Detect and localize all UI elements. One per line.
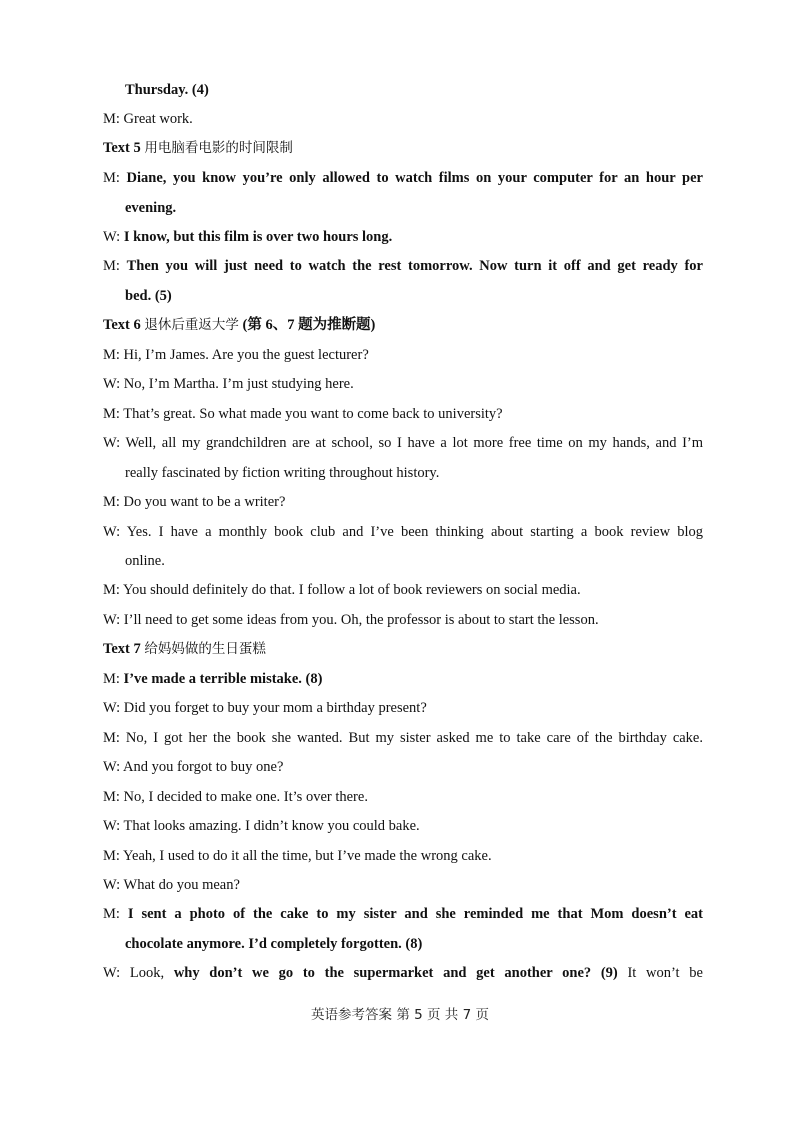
speaker-label: M: [103, 258, 127, 274]
dialogue-line: W: And you forgot to buy one? [103, 759, 284, 775]
line-continuation: really fascinated by fiction writing throughout history. [125, 465, 440, 481]
dialogue-line [103, 256, 703, 276]
key-sentence: I sent a photo of the cake to my sister and she reminded me that Mom doesn’t eat [127, 906, 703, 922]
key-sentence: Diane, you know you’re only allowed to watch films on your computer for an hour per [126, 170, 703, 186]
page-footer: 英语参考答案 第 5 页 共 7 页 [311, 1007, 489, 1023]
speaker-label: M: [103, 170, 127, 186]
dialogue-line: W: Did you forget to buy your mom a birthday present? [103, 700, 427, 716]
dialogue-tail: It won’t be [617, 965, 703, 981]
section-heading-text7 [103, 639, 703, 659]
key-sentence: I’ve made a terrible mistake. (8) [123, 671, 323, 687]
line-continuation: chocolate anymore. I’d completely forgotten. (8) [125, 936, 423, 952]
speaker-label: M: [103, 671, 124, 687]
dialogue-line: W: Well, all my grandchildren are at school, so I have a lot more free time on my hands, and I’m [103, 435, 703, 451]
speaker-label: W: [103, 229, 124, 245]
speaker-label: W: Look, [103, 965, 174, 981]
key-sentence: why don’t we go to the supermarket and get another one? (9) [173, 965, 618, 981]
dialogue-line: M: That’s great. So what made you want to come back to university? [103, 406, 503, 422]
section-title: 给妈妈做的生日蛋糕 [144, 641, 266, 657]
section-heading-text6 [103, 315, 703, 335]
dialogue-line [103, 227, 703, 247]
speaker-label: M: [103, 906, 128, 922]
dialogue-line [103, 904, 703, 924]
dialogue-line: W: What do you mean? [103, 877, 240, 893]
dialogue-line: M: You should definitely do that. I follow a lot of book reviewers on social media. [103, 582, 581, 598]
section-number: Text 6 [103, 317, 141, 333]
dialogue-line [103, 669, 703, 689]
dialogue-line: M: No, I decided to make one. It’s over there. [103, 789, 368, 805]
line-continuation: Thursday. (4) [125, 82, 209, 98]
line-continuation: bed. (5) [125, 288, 172, 304]
dialogue-line [103, 168, 703, 188]
dialogue-line: W: That looks amazing. I didn’t know you could bake. [103, 818, 420, 834]
dialogue-line: M: No, I got her the book she wanted. But my sister asked me to take care of the birthday cake. [103, 730, 703, 746]
dialogue-line: W: Yes. I have a monthly book club and I’ve been thinking about starting a book review blog [103, 524, 703, 540]
dialogue-line: M: Hi, I’m James. Are you the guest lecturer? [103, 347, 369, 363]
section-note: (第 6、7 题为推断题) [242, 317, 376, 333]
dialogue-line: W: I’ll need to get some ideas from you. Oh, the professor is about to start the lesson. [103, 612, 599, 628]
dialogue-line: M: Do you want to be a writer? [103, 494, 286, 510]
section-number: Text 7 [103, 641, 141, 657]
dialogue-line: M: Great work. [103, 111, 193, 127]
key-sentence: Then you will just need to watch the rest tomorrow. Now turn it off and get ready for [126, 258, 703, 274]
line-continuation: online. [125, 553, 165, 569]
dialogue-line: W: No, I’m Martha. I’m just studying here. [103, 376, 354, 392]
section-heading-text5 [103, 138, 703, 158]
dialogue-line: M: Yeah, I used to do it all the time, but I’ve made the wrong cake. [103, 848, 492, 864]
key-sentence: I know, but this film is over two hours long. [123, 229, 393, 245]
line-continuation: evening. [125, 200, 177, 216]
section-title: 用电脑看电影的时间限制 [144, 140, 293, 156]
section-title: 退休后重返大学 [144, 317, 239, 333]
dialogue-line [103, 963, 703, 983]
section-number: Text 5 [103, 140, 141, 156]
